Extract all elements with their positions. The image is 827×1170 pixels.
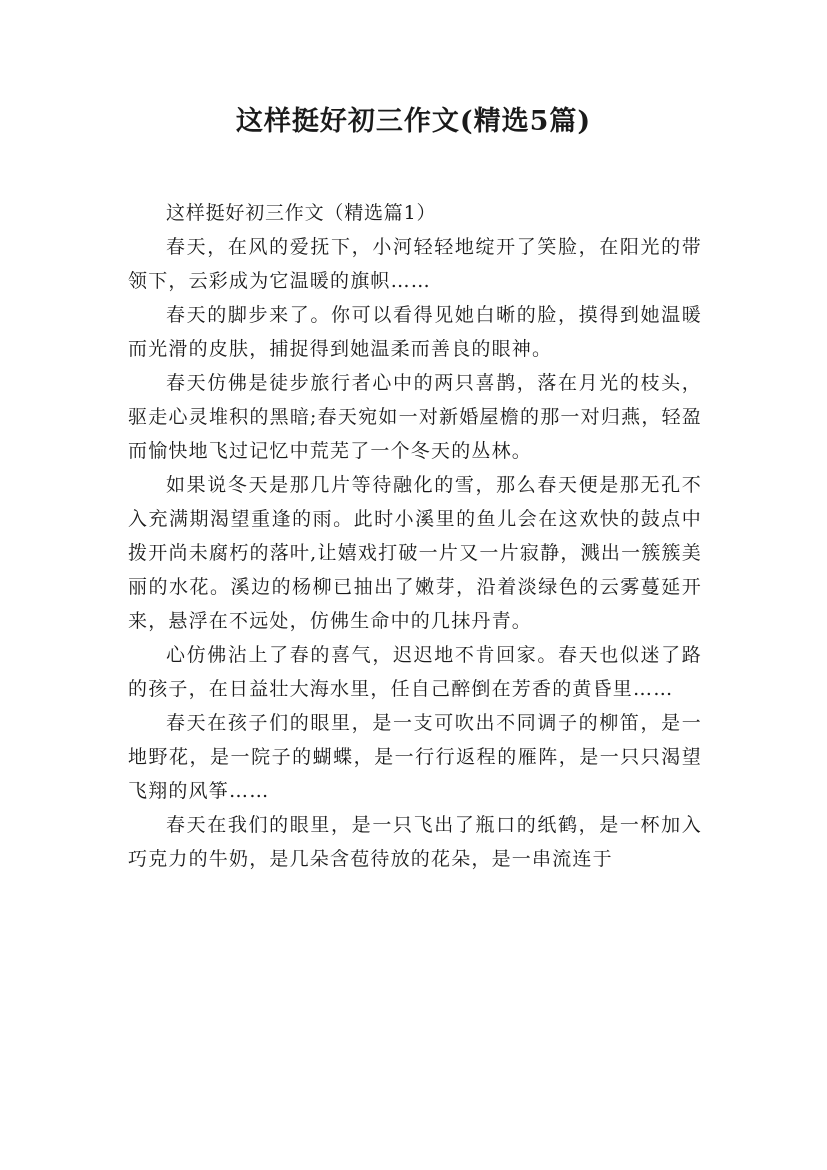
document-body bbox=[128, 196, 702, 876]
paragraph: 春天仿佛是徒步旅行者心中的两只喜鹊，落在月光的枝头，驱走心灵堆积的黑暗;春天宛如一对新婚屋檐的那一对归燕，轻盈而愉快地飞过记忆中荒芜了一个冬天的丛林。 bbox=[128, 372, 702, 462]
paragraph: 如果说冬天是那几片等待融化的雪，那么春天便是那无孔不入充满期渴望重逢的雨。此时小溪里的鱼儿会在这欢快的鼓点中拨开尚未腐朽的落叶,让嬉戏打破一片又一片寂静，溅出一簇簇美丽的水花。溪边的杨柳已抽出了嫩芽，沿着淡绿色的云雾蔓延开来，悬浮在不远处，仿佛生命中的几抹丹青。 bbox=[128, 474, 702, 632]
paragraph: 春天在孩子们的眼里，是一支可吹出不同调子的柳笛，是一地野花，是一院子的蝴蝶，是一行行返程的雁阵，是一只只渴望飞翔的风筝…… bbox=[128, 712, 702, 802]
paragraph: 春天的脚步来了。你可以看得见她白晰的脸，摸得到她温暖而光滑的皮肤，捕捉得到她温柔而善良的眼神。 bbox=[128, 304, 702, 360]
document-title: 这样挺好初三作文(精选5篇) bbox=[235, 106, 592, 137]
paragraph: 心仿佛沾上了春的喜气，迟迟地不肯回家。春天也似迷了路的孩子，在日益壮大海水里，任自己醉倒在芳香的黄昏里…… bbox=[128, 644, 702, 700]
section-heading: 这样挺好初三作文（精选篇1） bbox=[166, 202, 437, 224]
paragraph: 春天在我们的眼里，是一只飞出了瓶口的纸鹤，是一杯加入巧克力的牛奶，是几朵含苞待放的花朵，是一串流连于 bbox=[128, 814, 702, 870]
paragraph: 春天，在风的爱抚下，小河轻轻地绽开了笑脸，在阳光的带领下，云彩成为它温暖的旗帜…… bbox=[128, 236, 702, 292]
